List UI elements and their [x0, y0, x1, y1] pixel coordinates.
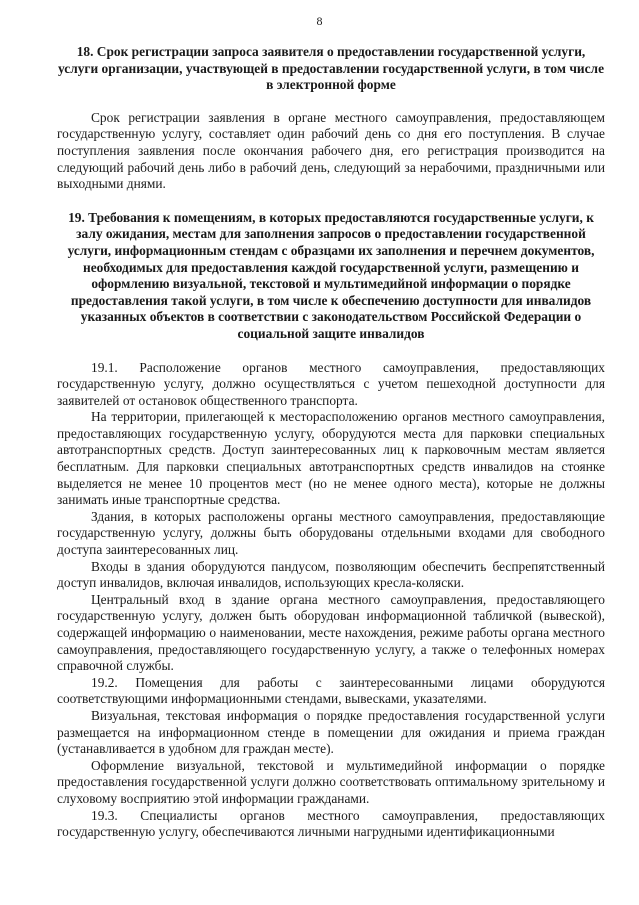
- section-18-paragraph: Срок регистрации заявления в органе местного самоуправления, предоставляющем государственную услугу, составляет один рабочий день со дня его поступления. В случае поступления заявления после окончания рабочего дня, его регистрация производится на следующий рабочий день либо в рабочий день, следующий за нерабочими, праздничными или выходными днями.: [57, 109, 605, 192]
- document-body: [57, 44, 605, 841]
- paragraph-central-entrance: Центральный вход в здание органа местного самоуправления, предоставляющего государственную услугу, должен быть оборудован информационной табличкой (вывеской), содержащей информацию о наименовании, месте нахождения, режиме работы органа местного самоуправления, предоставляющего государственную услугу, а также о телефонных номерах справочной службы.: [57, 591, 605, 674]
- paragraph-ramps: Входы в здания оборудуются пандусом, позволяющим обеспечить беспрепятственный доступ инвалидов, включая инвалидов, использующих кресла-коляски.: [57, 558, 605, 591]
- page-number: 8: [316, 14, 323, 28]
- paragraph-19-3: 19.3. Специалисты органов местного самоуправления, предоставляющих государственную услугу, обеспечиваются личными нагрудными идентификационными: [57, 807, 605, 840]
- paragraph-19-2: 19.2. Помещения для работы с заинтересованными лицами оборудуются соответствующими информационными стендами, вывесками, указателями.: [57, 674, 605, 707]
- paragraph-19-1: 19.1. Расположение органов местного самоуправления, предоставляющих государственную услугу, должно осуществляться с учетом пешеходной доступности для заявителей от остановок общественного транспорта.: [57, 359, 605, 408]
- section-19-heading: 19. Требования к помещениям, в которых предоставляются государственные услуги, к залу ожидания, местам для заполнения запросов о предоставлении государственной услуги, информационным стендам с образцами их заполнения и перечнем документов, необходимых для предоставления каждой государственной услуги, размещению и оформлению визуальной, текстовой и мультимедийной информации о порядке предоставления такой услуги, в том числе к обеспечению доступности для инвалидов указанных объектов в соответствии с законодательством Российской Федерации о социальной защите инвалидов: [67, 209, 595, 341]
- section-18-heading: 18. Срок регистрации запроса заявителя о предоставлении государственной услуги, услуги организации, участвующей в предоставлении государственной услуги, в том числе в электронной форме: [57, 44, 605, 93]
- paragraph-separate-entrances: Здания, в которых расположены органы местного самоуправления, предоставляющие государственную услугу, должны быть оборудованы отдельными входами для свободного доступа заинтересованных лиц.: [57, 508, 605, 558]
- paragraph-multimedia-info: Оформление визуальной, текстовой и мультимедийной информации о порядке предоставления государственной услуги должно соответствовать оптимальному зрительному и слуховому восприятию этой информации гражданами.: [57, 757, 605, 806]
- section-18: [57, 44, 605, 193]
- section-19: [57, 210, 605, 841]
- paragraph-parking: На территории, прилегающей к месторасположению органов местного самоуправления, предоставляющих государственную услугу, оборудуются места для парковки специальных автотранспортных средств. Доступ заинтересованных лиц к парковочным местам является бесплатным. Для парковки специальных автотранспортных средств инвалидов на стоянке выделяется не менее 10 процентов мест (но не менее одного места), которые не должны занимать иные транспортные средства.: [57, 409, 605, 508]
- paragraph-visual-info: Визуальная, текстовая информация о порядке предоставления государственной услуги размещается на информационном стенде в помещении для ожидания и приема граждан (устанавливается в удобном для граждан месте).: [57, 707, 605, 757]
